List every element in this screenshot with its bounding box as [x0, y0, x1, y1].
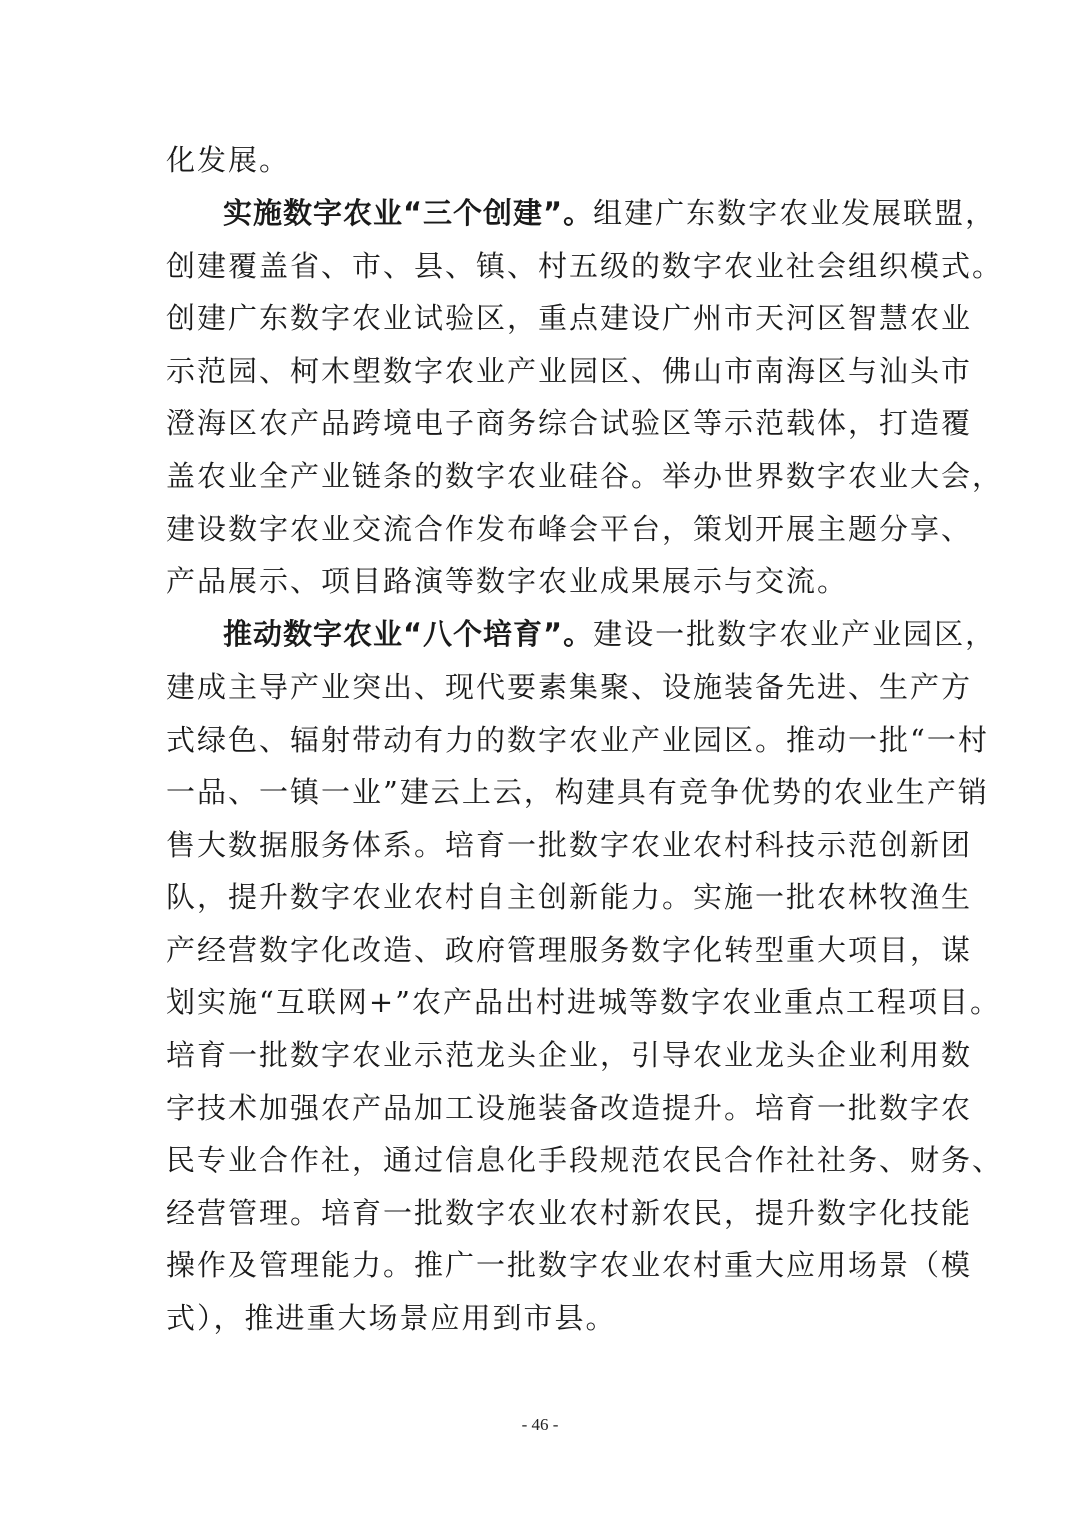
text-line: 式），推进重大场景应用到市县。 [166, 1301, 617, 1335]
heading-eight-cultivations: 推动数字农业“八个培育”。 [223, 617, 594, 651]
text-line: 字技术加强农产品加工设施装备改造提升。培育一批数字农 [166, 1091, 973, 1125]
text-line: 建成主导产业突出、现代要素集聚、设施装备先进、生产方 [166, 670, 973, 704]
text-line: 划实施“互联网+”农产品出村进城等数字农业重点工程项目。 [166, 985, 1001, 1019]
text-line: 一品、一镇一业”建云上云，构建具有竞争优势的农业生产销 [166, 775, 989, 809]
text-line: 培育一批数字农业示范龙头企业，引导农业龙头企业利用数 [166, 1038, 973, 1072]
text-line: 产经营数字化改造、政府管理服务数字化转型重大项目，谋 [166, 933, 973, 967]
text-line: 澄海区农产品跨境电子商务综合试验区等示范载体，打造覆 [166, 406, 973, 440]
text-segment: 建设一批数字农业产业园区， [593, 617, 997, 651]
text-line: 售大数据服务体系。培育一批数字农业农村科技示范创新团 [166, 828, 973, 862]
page-number: - 46 - [521, 1415, 559, 1434]
text-line: 盖农业全产业链条的数字农业硅谷。举办世界数字农业大会， [166, 459, 1004, 493]
text-line: 队，提升数字农业农村自主创新能力。实施一批农林牧渔生 [166, 880, 973, 914]
text-line: 操作及管理能力。推广一批数字农业农村重大应用场景（模 [166, 1248, 973, 1282]
text-line: 经营管理。培育一批数字农业农村新农民，提升数字化技能 [166, 1196, 973, 1230]
text-segment: 组建广东数字农业发展联盟， [593, 196, 997, 230]
paragraph-1-first-line [223, 187, 997, 239]
heading-three-creations: 实施数字农业“三个创建”。 [223, 196, 594, 230]
text-line: 式绿色、辐射带动有力的数字农业产业园区。推动一批“一村 [166, 723, 989, 757]
text-line: 创建覆盖省、市、县、镇、村五级的数字农业社会组织模式。 [166, 249, 1004, 283]
text-line: 创建广东数字农业试验区，重点建设广州市天河区智慧农业 [166, 301, 973, 335]
text-line: 产品展示、项目路演等数字农业成果展示与交流。 [166, 564, 849, 598]
text-line: 化发展。 [166, 143, 291, 177]
text-line: 建设数字农业交流合作发布峰会平台，策划开展主题分享、 [166, 512, 973, 546]
paragraph-2-first-line [223, 608, 997, 660]
text-line: 民专业合作社，通过信息化手段规范农民合作社社务、财务、 [166, 1143, 1004, 1177]
text-line: 示范园、柯木塱数字农业产业园区、佛山市南海区与汕头市 [166, 354, 973, 388]
